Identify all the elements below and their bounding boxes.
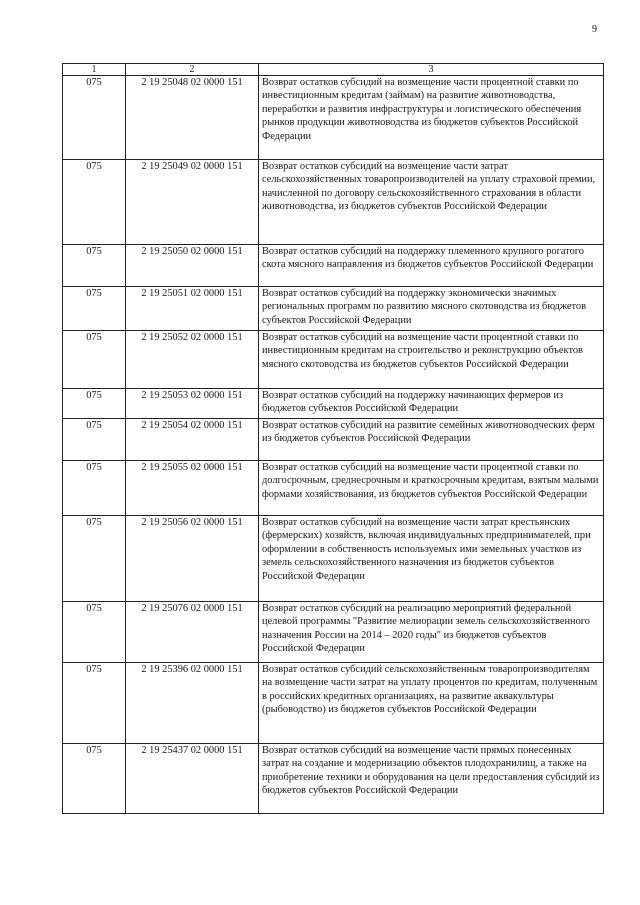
admin-code-cell: 075 — [63, 744, 126, 814]
column-header-1: 1 — [63, 64, 126, 76]
description-cell: Возврат остатков субсидий на возмещение части прямых понесенных затрат на создание и модернизацию объектов плодохранилищ, а также на приобретение техники и оборудования на цели предоставления субсидий из бюджетов субъектов Российской Федерации — [259, 744, 604, 814]
admin-code-cell: 075 — [63, 389, 126, 419]
budget-classification-code-cell: 2 19 25054 02 0000 151 — [126, 419, 259, 461]
budget-classification-code-cell: 2 19 25050 02 0000 151 — [126, 245, 259, 287]
budget-classification-code-cell: 2 19 25437 02 0000 151 — [126, 744, 259, 814]
admin-code-cell: 075 — [63, 461, 126, 516]
table-row — [63, 419, 604, 461]
description-cell: Возврат остатков субсидий на возмещение части затрат крестьянских (фермерских) хозяйств, включая индивидуальных предпринимателей, при оформлении в собственность используемых ими земельных участков из земель сельскохозяйственного назначения из бюджетов субъектов Российской Федерации — [259, 516, 604, 602]
admin-code-cell: 075 — [63, 287, 126, 331]
admin-code-cell: 075 — [63, 663, 126, 744]
table-row — [63, 245, 604, 287]
admin-code-cell: 075 — [63, 516, 126, 602]
admin-code-cell: 075 — [63, 331, 126, 389]
table-row — [63, 516, 604, 602]
description-cell: Возврат остатков субсидий на поддержку начинающих фермеров из бюджетов субъектов Российской Федерации — [259, 389, 604, 419]
table-row — [63, 461, 604, 516]
table-row — [63, 663, 604, 744]
budget-classification-code-cell: 2 19 25048 02 0000 151 — [126, 76, 259, 160]
table-row — [63, 160, 604, 245]
budget-classification-code-cell: 2 19 25049 02 0000 151 — [126, 160, 259, 245]
budget-classification-code-cell: 2 19 25052 02 0000 151 — [126, 331, 259, 389]
table-header-row — [63, 64, 604, 76]
table-row — [63, 287, 604, 331]
budget-classification-code-cell: 2 19 25051 02 0000 151 — [126, 287, 259, 331]
description-cell: Возврат остатков субсидий на реализацию мероприятий федеральной целевой программы "Развитие мелиорации земель сельскохозяйственного назначения России на 2014 – 2020 годы" из бюджетов субъектов Российской Федерации — [259, 602, 604, 663]
table-row — [63, 602, 604, 663]
description-cell: Возврат остатков субсидий сельскохозяйственным товаропроизводителям на возмещение части затрат на уплату процентов по кредитам, полученным в российских кредитных организациях, на развитие аквакультуры (рыбоводство) из бюджетов субъектов Российской Федерации — [259, 663, 604, 744]
column-header-3: 3 — [259, 64, 604, 76]
table-row — [63, 76, 604, 160]
table-row — [63, 389, 604, 419]
description-cell: Возврат остатков субсидий на возмещение части процентной ставки по инвестиционным кредитам (займам) на развитие животноводства, переработки и развития инфраструктуры и логистического обеспечения рынков продукции животноводства из бюджетов субъектов Российской Федерации — [259, 76, 604, 160]
description-cell: Возврат остатков субсидий на поддержку племенного крупного рогатого скота мясного направления из бюджетов субъектов Российской Федерации — [259, 245, 604, 287]
page-number: 9 — [592, 24, 597, 35]
budget-classification-code-cell: 2 19 25056 02 0000 151 — [126, 516, 259, 602]
budget-codes-table — [62, 63, 604, 814]
description-cell: Возврат остатков субсидий на возмещение части затрат сельскохозяйственных товаропроизводителей на уплату страховой премии, начисленной по договору сельскохозяйственного страхования в области животноводства, из бюджетов субъектов Российской Федерации — [259, 160, 604, 245]
admin-code-cell: 075 — [63, 76, 126, 160]
budget-classification-code-cell: 2 19 25396 02 0000 151 — [126, 663, 259, 744]
table-row — [63, 744, 604, 814]
admin-code-cell: 075 — [63, 602, 126, 663]
description-cell: Возврат остатков субсидий на возмещение части процентной ставки по инвестиционным кредитам на строительство и реконструкцию объектов мясного скотоводства из бюджетов субъектов Российской Федерации — [259, 331, 604, 389]
budget-classification-code-cell: 2 19 25055 02 0000 151 — [126, 461, 259, 516]
description-cell: Возврат остатков субсидий на поддержку экономически значимых региональных программ по развитию мясного скотоводства из бюджетов субъектов Российской Федерации — [259, 287, 604, 331]
table-row — [63, 331, 604, 389]
admin-code-cell: 075 — [63, 419, 126, 461]
admin-code-cell: 075 — [63, 245, 126, 287]
description-cell: Возврат остатков субсидий на развитие семейных животноводческих ферм из бюджетов субъектов Российской Федерации — [259, 419, 604, 461]
budget-classification-code-cell: 2 19 25076 02 0000 151 — [126, 602, 259, 663]
admin-code-cell: 075 — [63, 160, 126, 245]
column-header-2: 2 — [126, 64, 259, 76]
description-cell: Возврат остатков субсидий на возмещение части процентной ставки по долгосрочным, среднесрочным и краткосрочным кредитам, взятым малыми формами хозяйствования, из бюджетов субъектов Российской Федерации — [259, 461, 604, 516]
budget-classification-code-cell: 2 19 25053 02 0000 151 — [126, 389, 259, 419]
